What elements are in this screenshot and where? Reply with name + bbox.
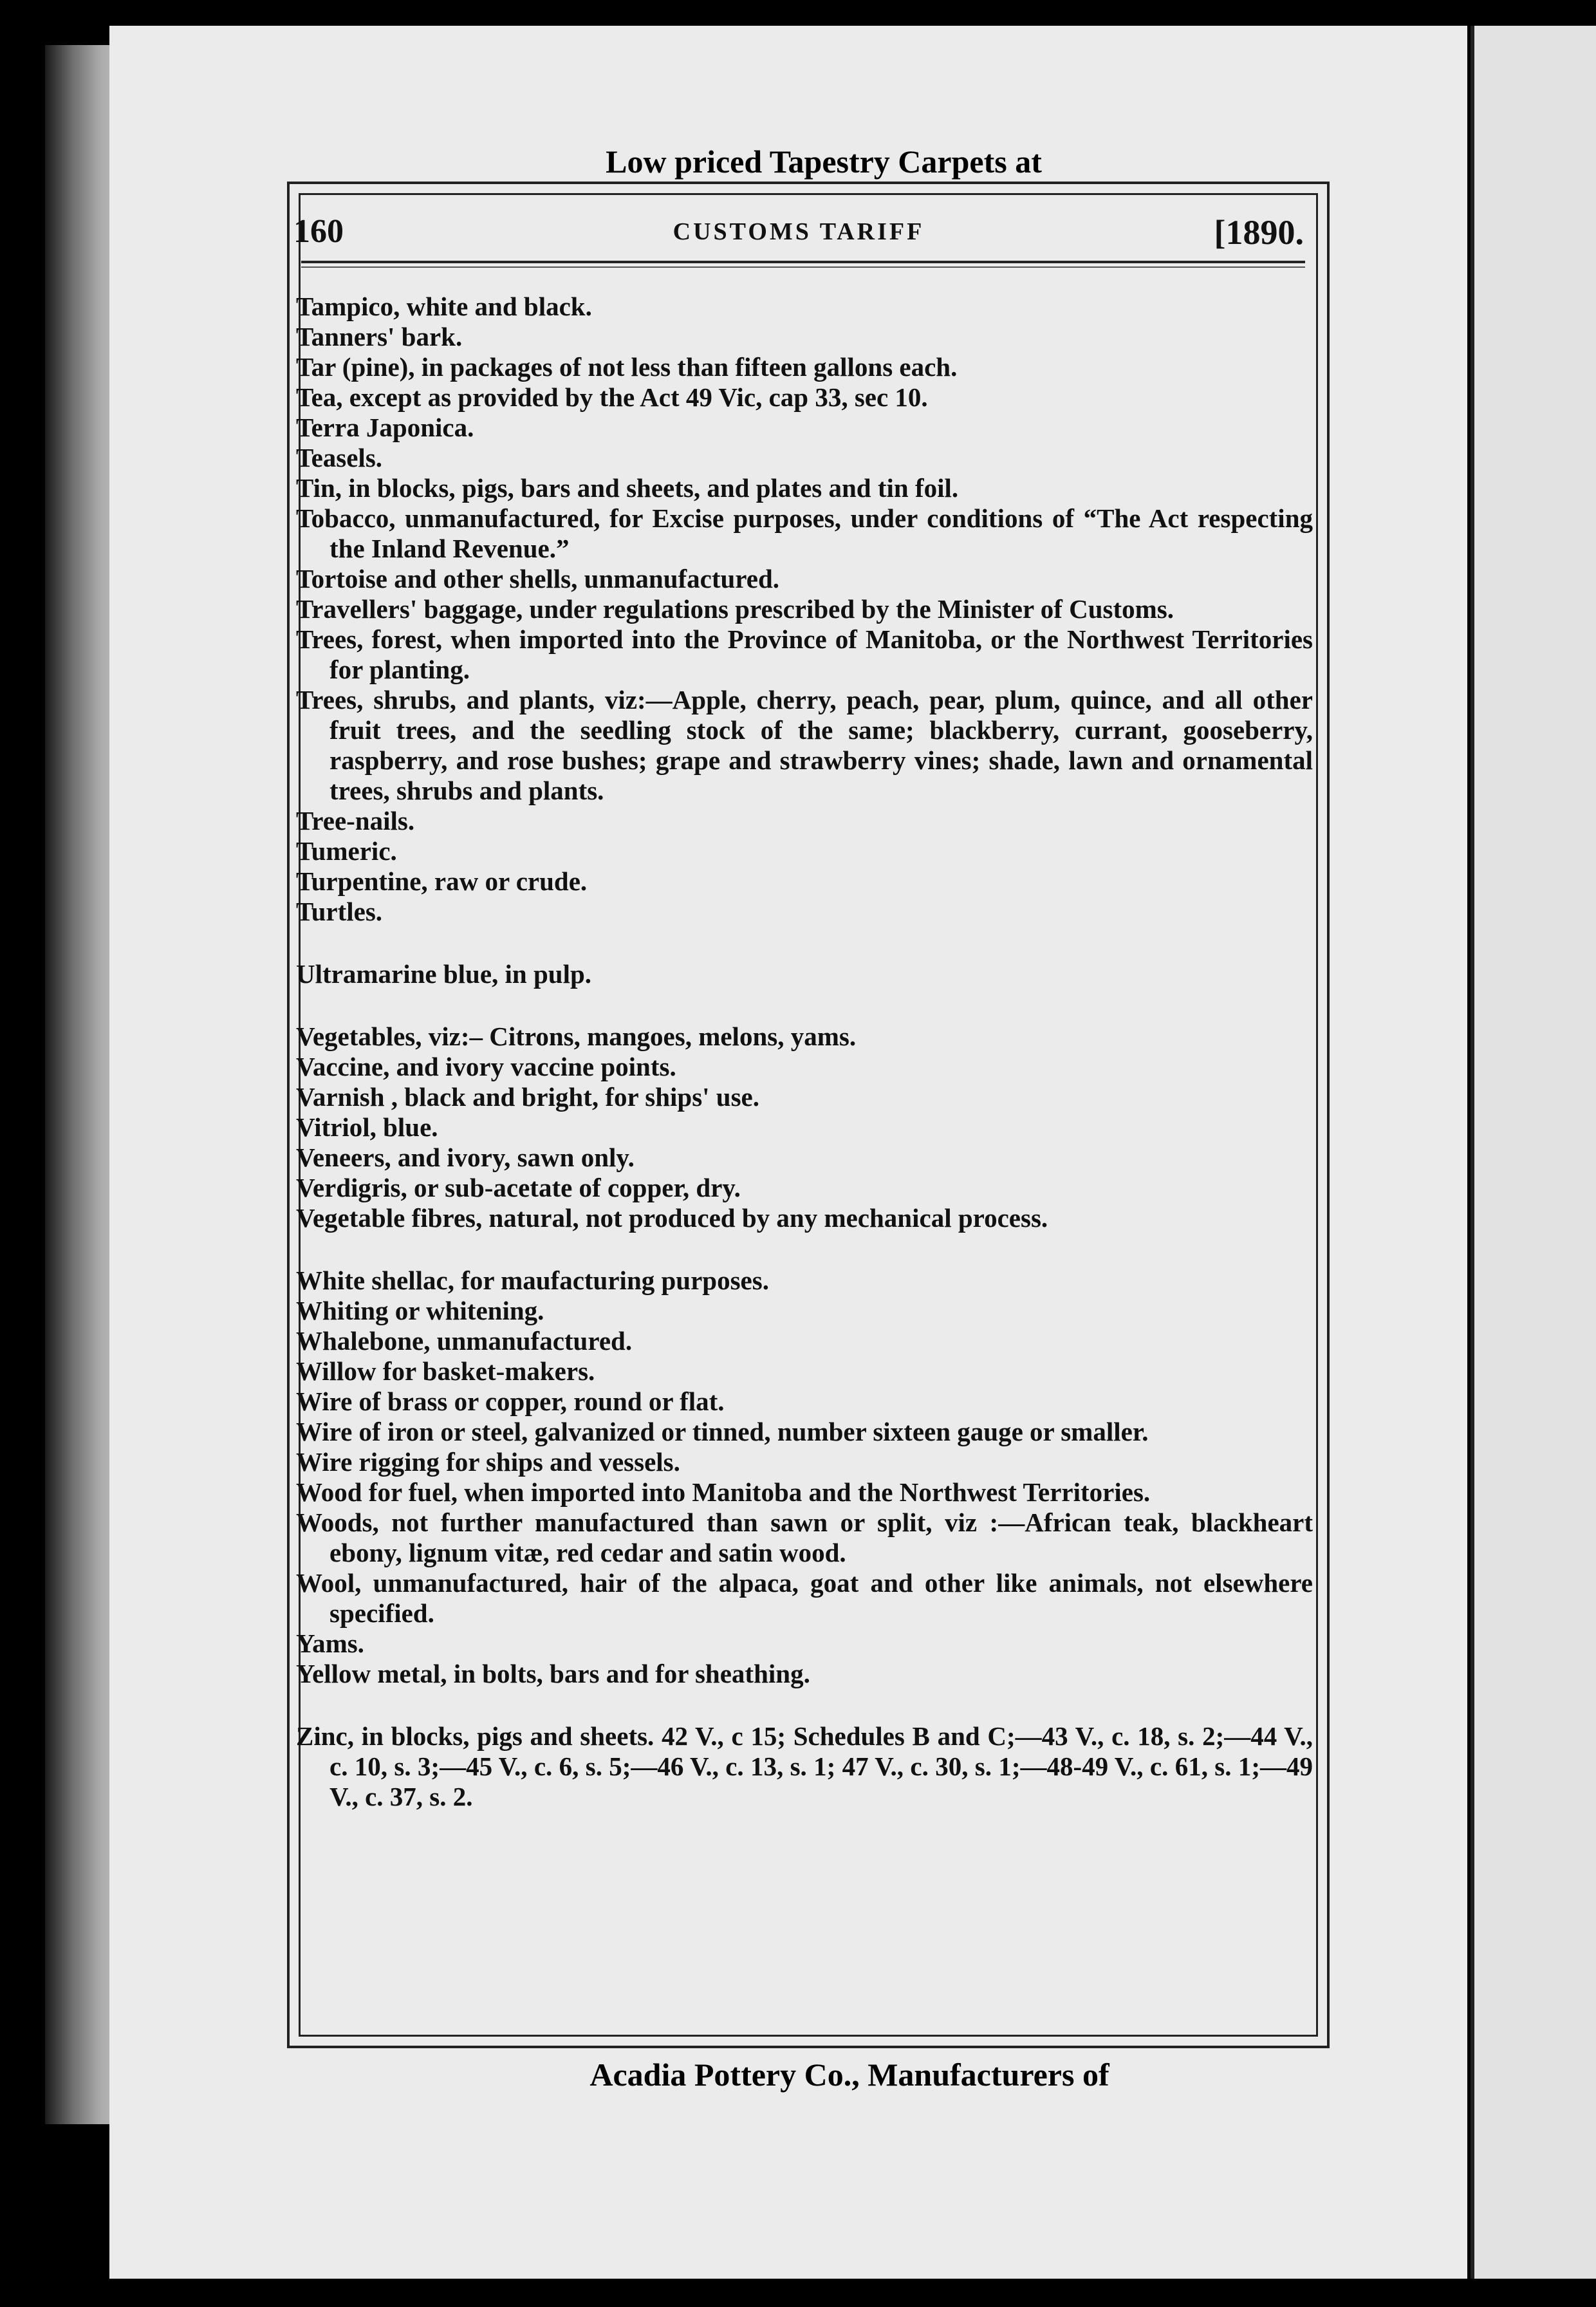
- tariff-entry: Whiting or whitening.: [296, 1296, 544, 1325]
- tariff-entry: Turpentine, raw or crude.: [296, 866, 588, 896]
- tariff-section: [296, 1266, 1313, 1689]
- tariff-section: [296, 292, 1313, 927]
- section-gap: [296, 1233, 1313, 1266]
- tariff-entry: Tin, in blocks, pigs, bars and sheets, and plates and tin foil.: [296, 473, 959, 503]
- tariff-entry: Tortoise and other shells, unmanufactured.: [296, 564, 780, 593]
- tariff-entry: Terra Japonica.: [296, 413, 474, 442]
- tariff-entry: Trees, forest, when imported into the Province of Manitoba, or the Northwest Territories for planting.: [296, 624, 1313, 684]
- page-number: 160: [293, 213, 344, 250]
- tariff-entry: Yams.: [296, 1629, 364, 1658]
- tariff-entry: Tree-nails.: [296, 806, 415, 836]
- advertisement-header: Low priced Tapestry Carpets at: [606, 144, 1042, 180]
- tariff-entry: Willow for basket-makers.: [296, 1356, 595, 1386]
- tariff-entry: Teasels.: [296, 443, 383, 472]
- section-gap: [296, 989, 1313, 1022]
- tariff-section: [296, 959, 1313, 989]
- tariff-entry: Wool, unmanufactured, hair of the alpaca, goat and other like animals, not elsewhere specified.: [296, 1568, 1313, 1628]
- tariff-entry: Trees, shrubs, and plants, viz:—Apple, cherry, peach, pear, plum, quince, and all other fruit trees, and the seedling stock of the same; blackberry, currant, gooseberry, raspberry, and rose bushes; grape and strawberry vines; shade, lawn and ornamental trees, shrubs and plants.: [296, 685, 1313, 805]
- tariff-entry: Woods, not further manufactured than sawn or split, viz :—African teak, blackheart ebony, lignum vitæ, red cedar and satin wood.: [296, 1508, 1313, 1567]
- tariff-entry: Wood for fuel, when imported into Manitoba and the Northwest Territories.: [296, 1477, 1151, 1507]
- tariff-entry: Tampico, white and black.: [296, 292, 592, 321]
- tariff-entry: Veneers, and ivory, sawn only.: [296, 1143, 635, 1172]
- tariff-entry: Travellers' baggage, under regulations prescribed by the Minister of Customs.: [296, 594, 1174, 624]
- tariff-entry: Tea, except as provided by the Act 49 Vic, cap 33, sec 10.: [296, 382, 928, 412]
- advertisement-footer: Acadia Pottery Co., Manufacturers of: [589, 2057, 1109, 2093]
- tariff-entry: Yellow metal, in bolts, bars and for sheathing.: [296, 1659, 810, 1688]
- facing-page-edge: [1471, 26, 1596, 2279]
- tariff-entry: Whalebone, unmanufactured.: [296, 1326, 633, 1356]
- header-rule-thin: [301, 266, 1305, 268]
- tariff-entry: Wire of iron or steel, galvanized or tinned, number sixteen gauge or smaller.: [296, 1417, 1149, 1446]
- tariff-entry: Wire rigging for ships and vessels.: [296, 1447, 680, 1477]
- tariff-entry: Tanners' bark.: [296, 322, 463, 351]
- tariff-section: [296, 1022, 1313, 1233]
- running-year: [1890.: [1214, 213, 1304, 252]
- tariff-entry: Turtles.: [296, 897, 383, 926]
- running-title: CUSTOMS TARIFF: [673, 218, 925, 245]
- tariff-entry: Tobacco, unmanufactured, for Excise purposes, under conditions of “The Act respecting the Inland Revenue.”: [296, 503, 1313, 563]
- section-gap: [296, 927, 1313, 959]
- tariff-list: [296, 292, 1313, 1812]
- running-head: [293, 212, 1304, 257]
- tariff-entry: Tumeric.: [296, 836, 397, 866]
- tariff-entry: Ultramarine blue, in pulp.: [296, 959, 592, 989]
- tariff-entry: Vitriol, blue.: [296, 1112, 438, 1142]
- header-rule: [301, 261, 1305, 263]
- tariff-entry: Vegetables, viz:– Citrons, mangoes, melons, yams.: [296, 1022, 857, 1051]
- tariff-section: [296, 1721, 1313, 1812]
- tariff-entry: Tar (pine), in packages of not less than fifteen gallons each.: [296, 352, 958, 382]
- section-gap: [296, 1689, 1313, 1721]
- tariff-entry: Verdigris, or sub-acetate of copper, dry.: [296, 1173, 741, 1202]
- tariff-entry: Zinc, in blocks, pigs and sheets. 42 V., c 15; Schedules B and C;—43 V., c. 18, s. 2;—44 V., c. 10, s. 3;—45 V., c. 6, s. 5;—46 V., c. 13, s. 1; 47 V., c. 30, s. 1;—48-49 V., c. 61, s. 1;—49 V., c. 37, s. 2.: [296, 1721, 1313, 1811]
- tariff-entry: White shellac, for maufacturing purposes.: [296, 1266, 769, 1295]
- tariff-entry: Vegetable fibres, natural, not produced by any mechanical process.: [296, 1203, 1048, 1233]
- tariff-entry: Vaccine, and ivory vaccine points.: [296, 1052, 676, 1081]
- tariff-entry: Wire of brass or copper, round or flat.: [296, 1387, 725, 1416]
- tariff-entry: Varnish , black and bright, for ships' use.: [296, 1082, 760, 1112]
